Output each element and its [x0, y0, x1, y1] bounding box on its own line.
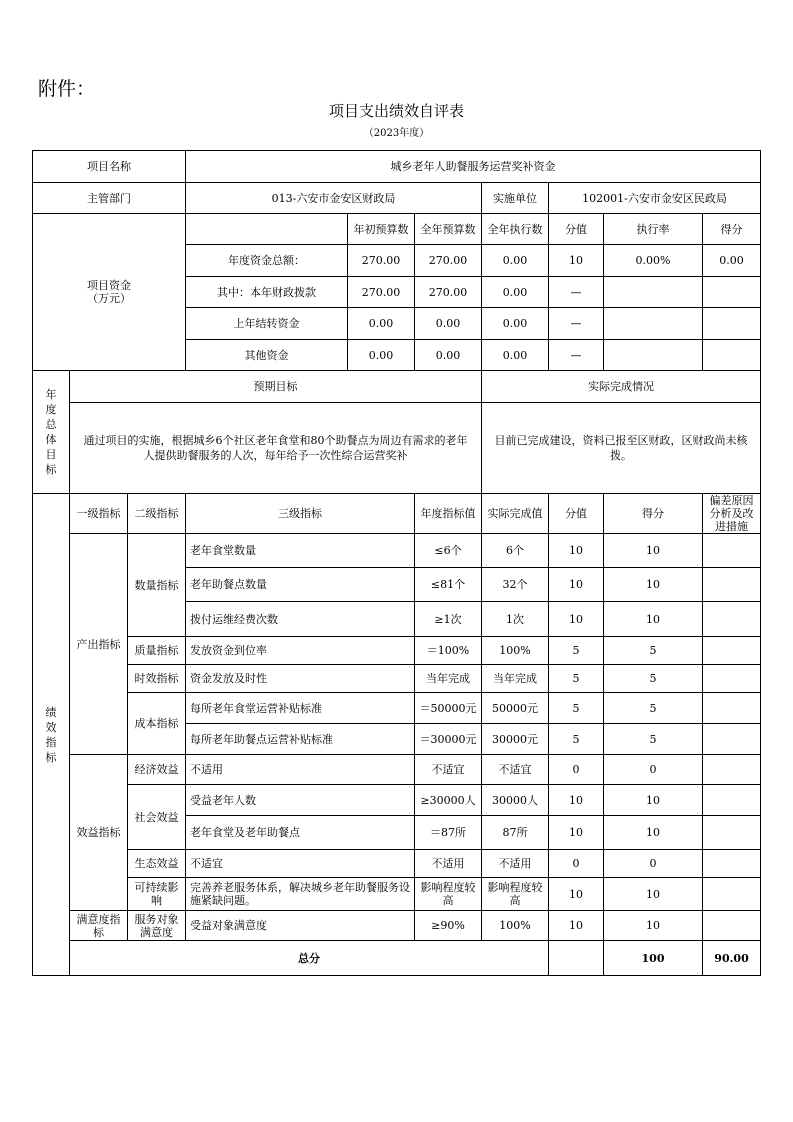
funds-header-annual: 全年预算数 [415, 214, 482, 245]
goals-label [33, 371, 70, 494]
fund-score-value: — [549, 340, 604, 371]
indicator-score: 10 [604, 911, 703, 941]
fund-executed: 0.00 [482, 245, 549, 277]
ind-header-l1: 一级指标 [70, 494, 128, 534]
project-name-value: 城乡老年人助餐服务运营奖补资金 [186, 151, 761, 183]
goals-header-row [33, 371, 761, 403]
ind-header-l2: 二级指标 [128, 494, 186, 534]
fund-name: 其中：本年财政拨款 [186, 277, 348, 308]
fund-name: 其他资金 [186, 340, 348, 371]
indicator-name: 每所老年食堂运营补贴标准 [186, 693, 415, 724]
fund-initial: 0.00 [348, 340, 415, 371]
indicators-label-char: 标 [45, 750, 57, 764]
indicator-actual: 影响程度较高 [482, 878, 549, 911]
indicator-row [33, 755, 761, 785]
funds-header-score: 得分 [703, 214, 761, 245]
expected-goal-text: 通过项目的实施，根据城乡6个社区老年食堂和80个助餐点为周边有需求的老年人提供助餐服务的人次，每年给予一次性综合运营奖补 [70, 403, 482, 494]
ind-header-actual: 实际完成值 [482, 494, 549, 534]
l2-quantity: 数量指标 [128, 534, 186, 637]
indicator-name: 受益老年人数 [186, 785, 415, 816]
indicator-deviation [703, 637, 761, 665]
dept-label: 主管部门 [33, 183, 186, 214]
indicator-row [33, 665, 761, 693]
indicator-score: 5 [604, 724, 703, 755]
indicator-row [33, 850, 761, 878]
indicator-actual: 当年完成 [482, 665, 549, 693]
indicator-score: 10 [604, 785, 703, 816]
indicator-name: 老年食堂及老年助餐点 [186, 816, 415, 850]
indicator-deviation [703, 568, 761, 602]
ind-header-deviation: 偏差原因分析及改进措施 [703, 494, 761, 534]
ind-header-l3: 三级指标 [186, 494, 415, 534]
funds-label-line1: 项目资金 [87, 279, 131, 292]
indicator-name: 每所老年助餐点运营补贴标准 [186, 724, 415, 755]
indicator-actual: 100% [482, 911, 549, 941]
indicator-target: 不适用 [415, 850, 482, 878]
performance-table [32, 150, 761, 976]
funds-label [33, 214, 186, 371]
fund-annual: 270.00 [415, 277, 482, 308]
indicator-value: 0 [549, 850, 604, 878]
funds-header-row [33, 214, 761, 245]
indicator-actual: 不适宜 [482, 755, 549, 785]
funds-header-blank [186, 214, 348, 245]
indicator-name: 拨付运维经费次数 [186, 602, 415, 637]
indicator-value: 10 [549, 785, 604, 816]
fund-initial: 270.00 [348, 245, 415, 277]
l2-cost: 成本指标 [128, 693, 186, 755]
indicator-target: ≥90% [415, 911, 482, 941]
fund-annual: 0.00 [415, 308, 482, 340]
total-blank [549, 941, 604, 976]
indicator-name: 发放资金到位率 [186, 637, 415, 665]
l1-output: 产出指标 [70, 534, 128, 755]
funds-header-rate: 执行率 [604, 214, 703, 245]
ind-header-target: 年度指标值 [415, 494, 482, 534]
indicator-target: 影响程度较高 [415, 878, 482, 911]
indicator-deviation [703, 665, 761, 693]
attachment-label: 附件： [38, 78, 96, 100]
funds-label-line2: （万元） [87, 292, 131, 305]
indicator-value: 5 [549, 693, 604, 724]
indicator-score: 5 [604, 637, 703, 665]
indicator-value: 5 [549, 637, 604, 665]
indicator-score: 10 [604, 816, 703, 850]
indicator-deviation [703, 724, 761, 755]
indicator-row [33, 911, 761, 941]
fund-score-value: — [549, 277, 604, 308]
indicator-name: 完善养老服务体系，解决城乡老年助餐服务设施紧缺问题。 [186, 878, 415, 911]
indicator-score: 10 [604, 534, 703, 568]
ind-header-score: 得分 [604, 494, 703, 534]
actual-goal-text: 目前已完成建设，资料已报至区财政，区财政尚未核拨。 [482, 403, 761, 494]
dept-value: 013-六安市金安区财政局 [186, 183, 482, 214]
indicator-name: 老年食堂数量 [186, 534, 415, 568]
indicator-name: 不适宜 [186, 850, 415, 878]
l2-sustainable: 可持续影响 [128, 878, 186, 911]
fund-executed: 0.00 [482, 340, 549, 371]
l2-social: 社会效益 [128, 785, 186, 850]
indicator-target: 不适宜 [415, 755, 482, 785]
indicators-label-char: 绩 [45, 705, 57, 719]
goals-label-char: 目 [45, 448, 57, 461]
goals-label-char: 年 [45, 388, 57, 401]
impl-value: 102001-六安市金安区民政局 [549, 183, 761, 214]
indicator-actual: 50000元 [482, 693, 549, 724]
indicator-row [33, 785, 761, 816]
fund-rate [604, 277, 703, 308]
l2-ecological: 生态效益 [128, 850, 186, 878]
project-name-row [33, 151, 761, 183]
indicator-actual: 32个 [482, 568, 549, 602]
indicator-value: 10 [549, 602, 604, 637]
indicator-deviation [703, 816, 761, 850]
total-value: 100 [604, 941, 703, 976]
indicator-actual: 100% [482, 637, 549, 665]
indicator-score: 10 [604, 568, 703, 602]
total-row [33, 941, 761, 976]
indicator-deviation [703, 602, 761, 637]
fund-rate [604, 308, 703, 340]
indicators-label-char: 效 [45, 720, 57, 734]
indicator-actual: 1次 [482, 602, 549, 637]
indicators-label [33, 494, 70, 976]
indicators-label-char: 指 [45, 735, 57, 749]
indicators-header-row [33, 494, 761, 534]
indicator-row [33, 693, 761, 724]
indicator-value: 10 [549, 878, 604, 911]
fund-annual: 270.00 [415, 245, 482, 277]
indicator-score: 0 [604, 755, 703, 785]
l2-quality: 质量指标 [128, 637, 186, 665]
l1-satisfaction: 满意度指标 [70, 911, 128, 941]
goals-content-row [33, 403, 761, 494]
indicator-deviation [703, 755, 761, 785]
fund-score [703, 308, 761, 340]
project-name-label: 项目名称 [33, 151, 186, 183]
fund-name: 年度资金总额： [186, 245, 348, 277]
total-label: 总分 [70, 941, 549, 976]
indicator-value: 10 [549, 816, 604, 850]
goals-label-char: 标 [45, 463, 57, 476]
indicator-deviation [703, 878, 761, 911]
indicator-value: 5 [549, 724, 604, 755]
l2-timeliness: 时效指标 [128, 665, 186, 693]
fund-score-value: — [549, 308, 604, 340]
page-title: 项目支出绩效自评表 [328, 102, 464, 120]
fund-executed: 0.00 [482, 277, 549, 308]
funds-header-executed: 全年执行数 [482, 214, 549, 245]
fund-annual: 0.00 [415, 340, 482, 371]
indicator-actual: 6个 [482, 534, 549, 568]
indicator-row [33, 534, 761, 568]
indicator-actual: 不适用 [482, 850, 549, 878]
department-row [33, 183, 761, 214]
indicator-value: 0 [549, 755, 604, 785]
fund-score [703, 340, 761, 371]
funds-header-initial: 年初预算数 [348, 214, 415, 245]
indicator-target: ≥30000人 [415, 785, 482, 816]
indicator-name: 不适用 [186, 755, 415, 785]
indicator-target: ＝87所 [415, 816, 482, 850]
indicator-deviation [703, 850, 761, 878]
fund-score: 0.00 [703, 245, 761, 277]
indicator-value: 5 [549, 665, 604, 693]
indicator-score: 0 [604, 850, 703, 878]
indicator-score: 5 [604, 693, 703, 724]
actual-goal-label: 实际完成情况 [482, 371, 761, 403]
funds-header-value: 分值 [549, 214, 604, 245]
indicator-target: ＝100% [415, 637, 482, 665]
indicator-target: ＝30000元 [415, 724, 482, 755]
l1-benefit: 效益指标 [70, 755, 128, 911]
fund-name: 上年结转资金 [186, 308, 348, 340]
fund-score [703, 277, 761, 308]
indicator-target: ≤81个 [415, 568, 482, 602]
indicator-row [33, 878, 761, 911]
fund-initial: 0.00 [348, 308, 415, 340]
l2-service-satisfaction: 服务对象满意度 [128, 911, 186, 941]
l2-economic: 经济效益 [128, 755, 186, 785]
indicator-deviation [703, 693, 761, 724]
indicator-score: 10 [604, 878, 703, 911]
total-score: 90.00 [703, 941, 761, 976]
indicator-target: ＝50000元 [415, 693, 482, 724]
indicator-target: 当年完成 [415, 665, 482, 693]
goals-label-char: 体 [45, 433, 57, 446]
indicator-row [33, 637, 761, 665]
indicator-score: 5 [604, 665, 703, 693]
indicator-actual: 30000元 [482, 724, 549, 755]
impl-label: 实施单位 [482, 183, 549, 214]
indicator-value: 10 [549, 534, 604, 568]
indicator-actual: 30000人 [482, 785, 549, 816]
indicator-deviation [703, 911, 761, 941]
ind-header-value: 分值 [549, 494, 604, 534]
indicator-actual: 87所 [482, 816, 549, 850]
indicator-deviation [703, 534, 761, 568]
indicator-value: 10 [549, 568, 604, 602]
fund-rate: 0.00% [604, 245, 703, 277]
fund-score-value: 10 [549, 245, 604, 277]
indicator-deviation [703, 785, 761, 816]
indicator-name: 资金发放及时性 [186, 665, 415, 693]
indicator-name: 老年助餐点数量 [186, 568, 415, 602]
indicator-score: 10 [604, 602, 703, 637]
fund-rate [604, 340, 703, 371]
fund-initial: 270.00 [348, 277, 415, 308]
indicator-target: ≥1次 [415, 602, 482, 637]
page-subtitle: （2023年度） [363, 128, 430, 139]
indicator-value: 10 [549, 911, 604, 941]
fund-executed: 0.00 [482, 308, 549, 340]
goals-label-char: 度 [45, 403, 57, 416]
goals-label-char: 总 [45, 418, 57, 431]
expected-goal-label: 预期目标 [70, 371, 482, 403]
indicator-target: ≤6个 [415, 534, 482, 568]
indicator-name: 受益对象满意度 [186, 911, 415, 941]
